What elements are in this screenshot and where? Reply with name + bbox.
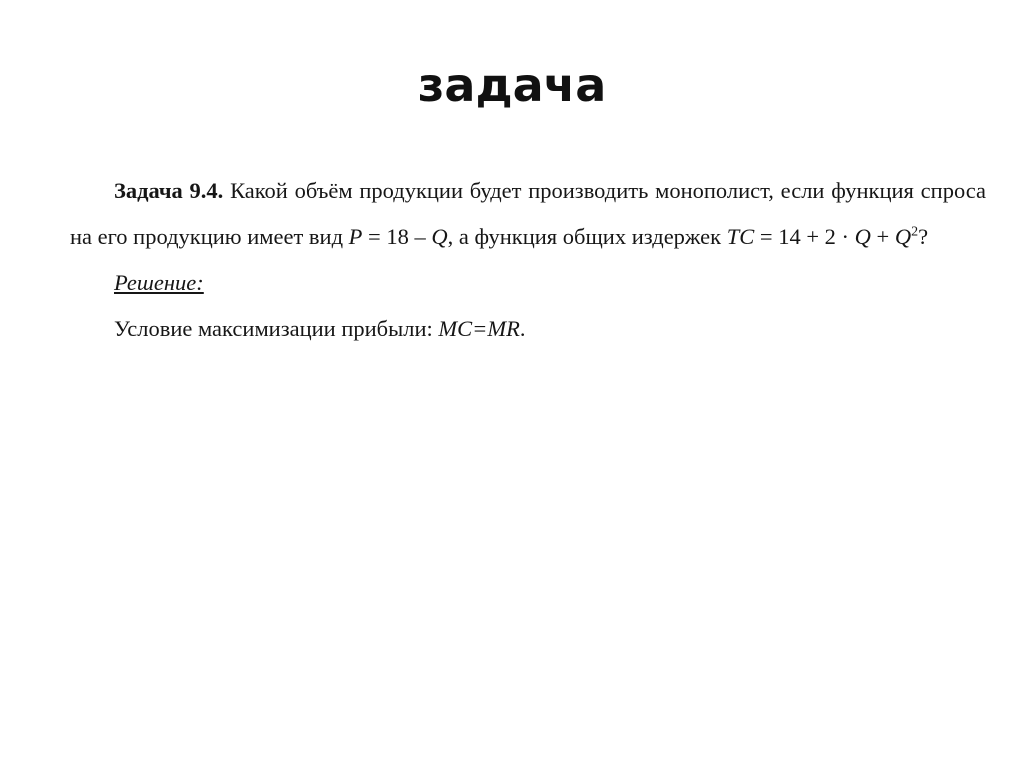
cost-quantity-symbol: Q <box>854 224 871 249</box>
solution-label: Решение: <box>114 270 204 295</box>
problem-text-2: , а функция общих издержек <box>447 224 727 249</box>
condition-text: Условие максимизации прибыли: <box>114 316 439 341</box>
condition-formula: MC=MR <box>438 316 520 341</box>
condition-end: . <box>519 316 526 341</box>
cost-formula-mid: = 14 + 2 · <box>754 224 855 249</box>
demand-formula-mid: = 18 – <box>362 224 432 249</box>
demand-quantity-symbol: Q <box>431 224 448 249</box>
problem-text-1: Какой объём продукции будет производить монополист, если функция спроса на его продукцию имеет вид <box>70 178 987 249</box>
profit-max-condition <box>70 306 986 352</box>
cost-exponent: 2 <box>911 224 919 240</box>
problem-question-mark: ? <box>918 224 929 249</box>
total-cost-symbol: TC <box>726 224 755 249</box>
demand-price-symbol: P <box>348 224 363 249</box>
scanned-problem-image <box>70 168 986 352</box>
slide-title: задача <box>417 58 607 112</box>
cost-formula-plus: + <box>870 224 895 249</box>
problem-label: Задача 9.4. <box>114 178 224 203</box>
problem-statement <box>70 168 986 260</box>
cost-quantity-squared-symbol: Q <box>894 224 912 249</box>
